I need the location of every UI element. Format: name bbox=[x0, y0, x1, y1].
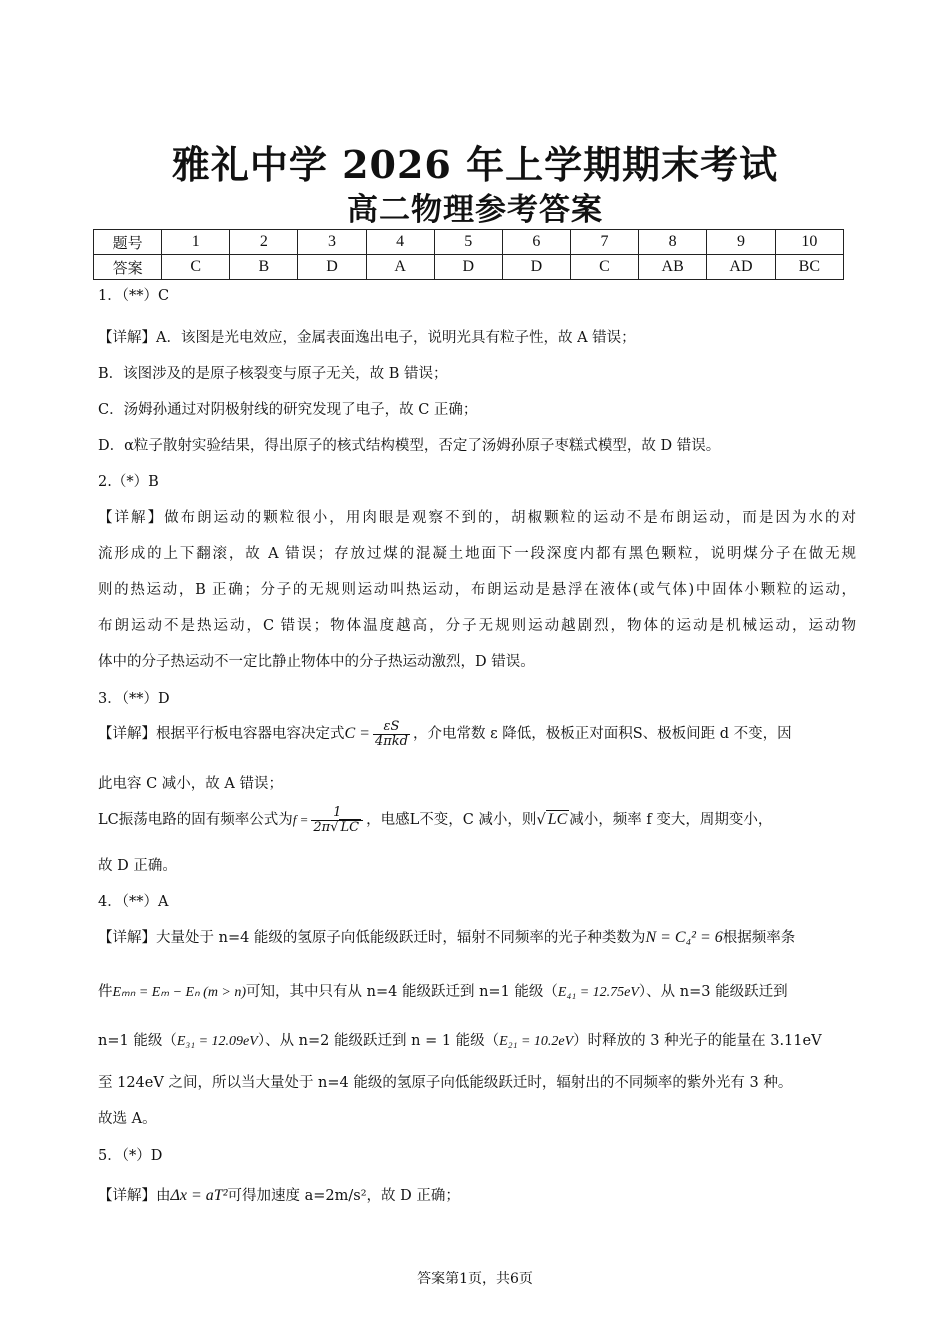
e31-value: E₃₁ = 12.09eV bbox=[176, 1034, 258, 1049]
q2-detail-line1: 【详解】做布朗运动的颗粒很小，用肉眼是观察不到的，胡椒颗粒的运动不是布朗运动，而是因为水的对 bbox=[98, 510, 856, 526]
question-number-cell: 8 bbox=[639, 230, 707, 255]
answer-cell: B bbox=[230, 255, 298, 280]
q1-detail-b: B．该图涉及的是原子核裂变与原子无关，故 B 错误； bbox=[98, 366, 448, 382]
question-number-cell: 3 bbox=[298, 230, 366, 255]
q3-lc-text-post: 减小，频率 f 变大，周期变小， bbox=[569, 812, 773, 829]
q4-detail-line3 bbox=[98, 1029, 822, 1050]
q5-text-post: ，故 D 正确； bbox=[366, 1188, 460, 1204]
e41-value: E₄₁ = 12.75eV bbox=[557, 985, 639, 1000]
q4-text-post: 根据频率条 bbox=[722, 930, 796, 946]
page-footer: 答案第1页，共6页 bbox=[417, 1271, 533, 1287]
page-title: 雅礼中学 2026 年上学期期末考试 bbox=[171, 142, 779, 187]
q1-detail-c: C．汤姆孙通过对阴极射线的研究发现了电子，故 C 正确； bbox=[98, 402, 478, 418]
fraction-numerator: εS bbox=[373, 720, 410, 735]
q4-detail-line2 bbox=[98, 980, 788, 1001]
answer-cell: D bbox=[298, 255, 366, 280]
q3-lc-text-pre: LC振荡电路的固有频率公式为 bbox=[98, 812, 293, 829]
q1-detail-a: 【详解】A．该图是光电效应，金属表面逸出电子，说明光具有粒子性，故 A 错误； bbox=[98, 330, 636, 346]
q3-detail-line2: 此电容 C 减小，故 A 错误； bbox=[98, 776, 284, 792]
q1-detail-d: D．α粒子散射实验结果，得出原子的核式结构模型，否定了汤姆孙原子枣糕式模型，故 D 错误。 bbox=[98, 438, 721, 454]
q4-detail-line1 bbox=[98, 926, 795, 947]
q4-text-pre: 【详解】大量处于 n=4 能级的氢原子向低能级跃迁时，辐射不同频率的光子种类数为 bbox=[98, 930, 646, 946]
row-label-answer: 答案 bbox=[94, 255, 162, 280]
q4-l2-mid: 可知，其中只有从 n=4 能级跃迁到 n=1 能级（ bbox=[246, 984, 558, 1000]
answer-cell: A bbox=[366, 255, 434, 280]
photon-count-formula: N = C₄² = 6 bbox=[645, 929, 723, 946]
freq-den-coef: 2π bbox=[313, 819, 331, 835]
question-number-cell: 10 bbox=[775, 230, 843, 255]
energy-formula: Eₘₙ = Eₘ − Eₙ (m > n) bbox=[112, 985, 247, 1000]
q2-detail-line3: 则的热运动，B 正确；分子的无规则运动叫热运动，布朗运动是悬浮在液体(或气体)中固体小颗粒的运动， bbox=[98, 582, 856, 598]
answer-table-number-row bbox=[94, 230, 844, 255]
freq-numerator: 1 bbox=[311, 806, 363, 821]
answer-cell: D bbox=[502, 255, 570, 280]
q3-detail-line3: LC振荡电路的固有频率公式为f = $\frac{1}{2\pi√ LC}$ ，电感L不变，C 减小，则√ LC 减小，频率 f 变大，周期变小， bbox=[98, 805, 773, 835]
page-subtitle: 高二物理参考答案 bbox=[347, 192, 603, 228]
q3-lc-text-mid: ，电感L不变，C 减小，则 bbox=[366, 812, 537, 829]
q4-l2-pre: 件 bbox=[98, 984, 113, 1000]
row-label-number: 题号 bbox=[94, 230, 162, 255]
e21-value: E₂₁ = 10.2eV bbox=[499, 1034, 574, 1049]
question-number-cell: 5 bbox=[434, 230, 502, 255]
freq-denominator: 2π√ LC bbox=[313, 819, 360, 835]
q2-heading: 2.（*）B bbox=[98, 474, 159, 490]
question-number-cell: 9 bbox=[707, 230, 775, 255]
question-number-cell: 7 bbox=[570, 230, 638, 255]
q5-text-pre: 【详解】由 bbox=[98, 1188, 171, 1204]
answer-cell: D bbox=[434, 255, 502, 280]
answer-cell: BC bbox=[775, 255, 843, 280]
q5-text-mid: 可得加速度 a=2m/s² bbox=[227, 1188, 367, 1204]
q5-heading: 5．（*）D bbox=[98, 1148, 163, 1164]
answer-cell: AB bbox=[639, 255, 707, 280]
q2-detail-line5: 体中的分子热运动不一定比静止物体中的分子热运动激烈，D 错误。 bbox=[98, 654, 535, 670]
q4-detail-line5: 故选 A。 bbox=[98, 1111, 157, 1127]
question-number-cell: 4 bbox=[366, 230, 434, 255]
q4-detail-line4: 至 124eV 之间，所以当大量处于 n=4 能级的氢原子向低能级跃迁时，辐射出的不同频率的紫外光有 3 种。 bbox=[98, 1075, 793, 1091]
q3-formula-lhs: C = bbox=[344, 725, 370, 743]
q4-l3-mid: ）、从 n=2 能级跃迁到 n = 1 能级（ bbox=[257, 1033, 500, 1049]
q3-heading: 3．（**）D bbox=[98, 691, 170, 707]
freq-den-sqrt: LC bbox=[340, 819, 360, 835]
q4-l2-post: ）、从 n=3 能级跃迁到 bbox=[638, 984, 788, 1000]
question-number-cell: 1 bbox=[162, 230, 230, 255]
answer-cell: C bbox=[162, 255, 230, 280]
q4-l3-pre: n=1 能级（ bbox=[98, 1033, 177, 1049]
q2-detail-line2: 流形成的上下翻滚，故 A 错误；存放过煤的混凝土地面下一段深度内都有黑色颗粒，说明煤分子在做无规 bbox=[98, 546, 856, 562]
question-number-cell: 2 bbox=[230, 230, 298, 255]
answer-cell: AD bbox=[707, 255, 775, 280]
q3-detail-line4: 故 D 正确。 bbox=[98, 858, 177, 874]
q2-detail-line4: 布朗运动不是热运动，C 错误；物体温度越高，分子无规则运动越剧烈，物体的运动是机械运动，运动物 bbox=[98, 618, 856, 634]
answer-cell: C bbox=[570, 255, 638, 280]
q4-heading: 4．（**）A bbox=[98, 894, 169, 910]
sqrt-lc: LC bbox=[547, 811, 568, 829]
q5-detail-line1 bbox=[98, 1184, 460, 1205]
q4-l3-post: ）时释放的 3 种光子的能量在 3.11eV bbox=[573, 1033, 822, 1049]
capacitance-fraction bbox=[373, 720, 410, 748]
q3-text-post: ，介电常数 ε 降低，极板正对面积S、极板间距 d 不变，因 bbox=[412, 726, 792, 743]
q3-text-pre: 【详解】根据平行板电容器电容决定式 bbox=[98, 726, 345, 743]
fraction-denominator: 4πkd bbox=[374, 733, 408, 749]
displacement-formula: Δx = aT² bbox=[170, 1187, 228, 1204]
frequency-fraction bbox=[311, 806, 363, 834]
question-number-cell: 6 bbox=[502, 230, 570, 255]
q3-detail-line1 bbox=[98, 720, 792, 748]
freq-formula-lhs: f = bbox=[292, 812, 309, 828]
answer-table-answer-row bbox=[94, 255, 844, 280]
q1-heading: 1．（**）C bbox=[98, 288, 170, 304]
answer-table bbox=[93, 229, 844, 280]
